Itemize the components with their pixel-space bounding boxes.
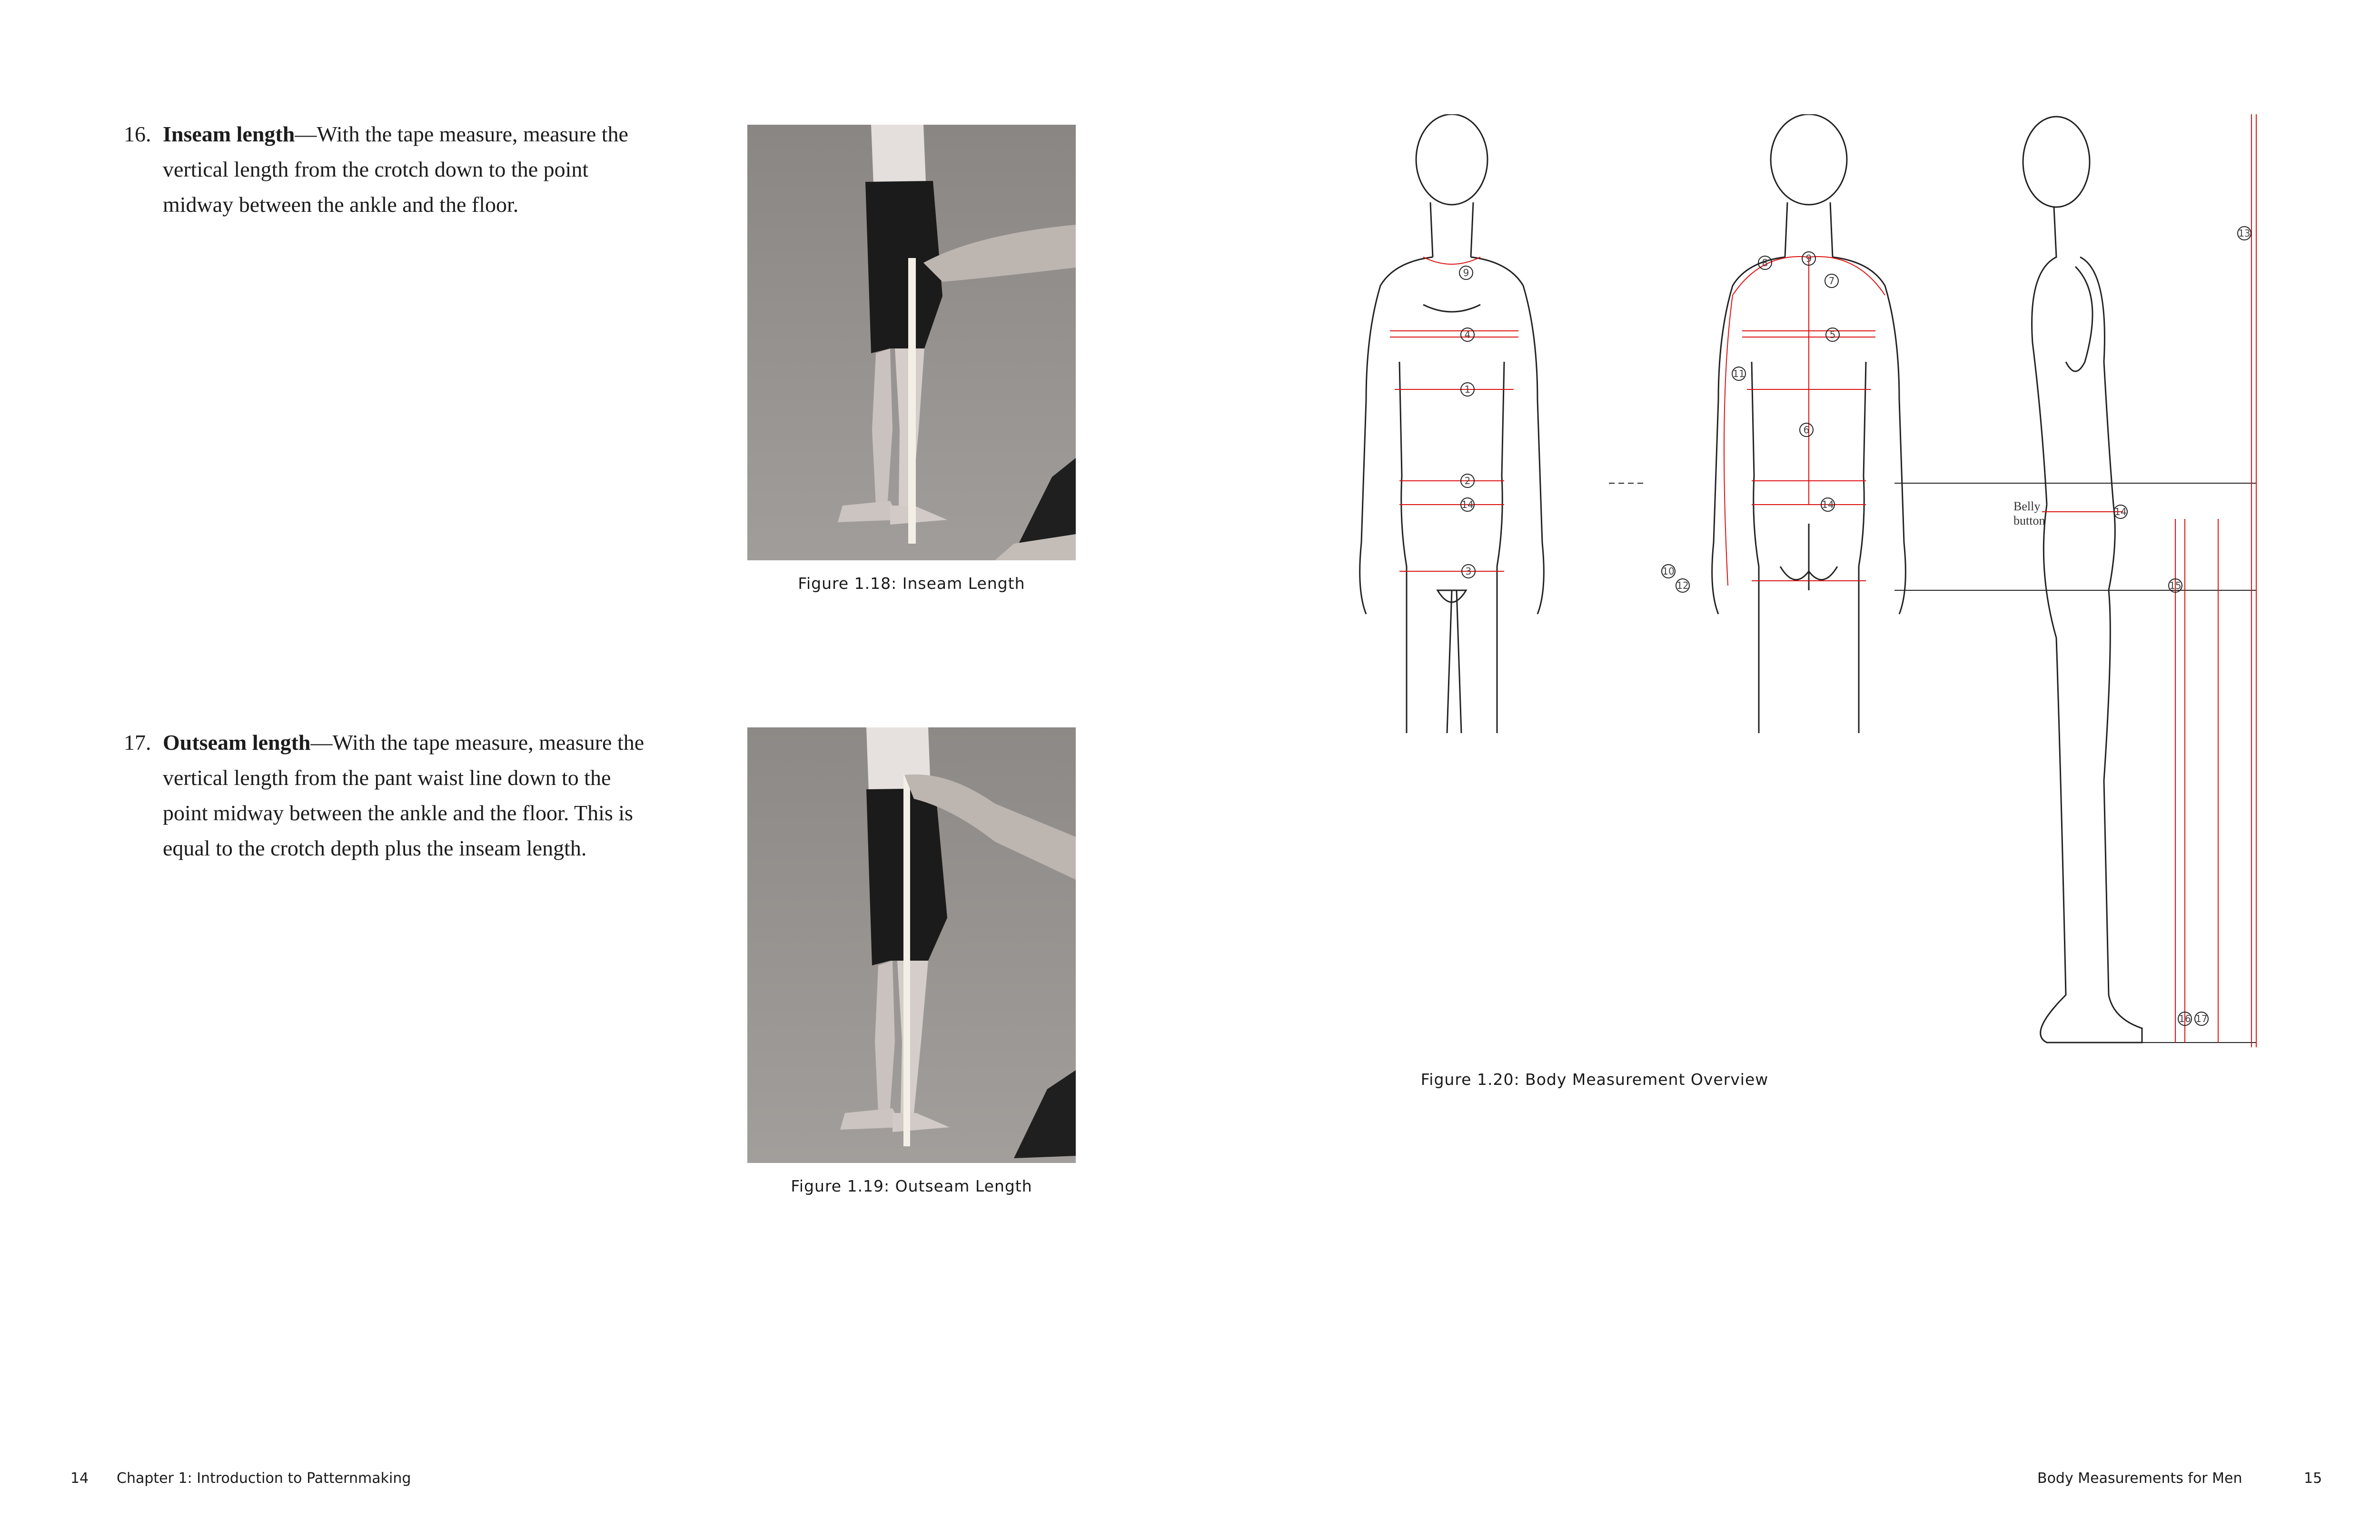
front-marker-3: 1 bbox=[1464, 384, 1471, 395]
right-page-number: 15 bbox=[2304, 1470, 2322, 1487]
left-running-title: Chapter 1: Introduction to Patternmaking bbox=[117, 1470, 411, 1487]
side-markers bbox=[2114, 227, 2251, 1025]
front-marker-1: 9 bbox=[1463, 267, 1469, 278]
front-marker-2: 4 bbox=[1464, 329, 1471, 340]
inseam-term: Inseam length bbox=[163, 122, 295, 146]
outseam-number: 17. bbox=[124, 730, 151, 755]
side-marker-1: 13 bbox=[2238, 228, 2251, 239]
side-figure bbox=[2023, 117, 2142, 1043]
inseam-photo bbox=[747, 125, 1076, 560]
front-markers bbox=[1459, 266, 1475, 578]
inseam-text: —With the tape measure, measure the vertical length from the crotch down to the point midway between the ankle and the floor. bbox=[163, 122, 628, 217]
inseam-number: 16. bbox=[124, 122, 151, 146]
back-marker-8: 10 bbox=[1662, 566, 1675, 577]
outseam-item bbox=[124, 725, 652, 866]
inseam-caption: Figure 1.18: Inseam Length bbox=[798, 574, 1025, 593]
back-markers bbox=[1662, 252, 1839, 592]
outseam-text: —With the tape measure, measure the vertical length from the pant waist line down to the point midway between the ankle and the floor. This is equal to the crotch depth plus the inseam length. bbox=[163, 730, 645, 860]
back-marker-4: 5 bbox=[1829, 329, 1836, 340]
side-marker-4: 16 bbox=[2179, 1013, 2191, 1024]
front-figure bbox=[1360, 114, 1544, 733]
side-marker-2: 14 bbox=[2114, 506, 2127, 517]
front-marker-5: 14 bbox=[1461, 499, 1474, 510]
side-marker-5: 17 bbox=[2195, 1013, 2208, 1024]
outseam-caption: Figure 1.19: Outseam Length bbox=[791, 1177, 1032, 1195]
front-marker-4: 2 bbox=[1464, 475, 1471, 487]
back-marker-2: 9 bbox=[1805, 253, 1812, 264]
body-measurement-diagram bbox=[1304, 114, 2275, 1066]
inseam-item bbox=[124, 117, 652, 222]
side-marker-3: 15 bbox=[2169, 580, 2182, 591]
left-page-number: 14 bbox=[70, 1470, 89, 1487]
back-marker-7: 14 bbox=[1822, 499, 1834, 510]
right-running-title: Body Measurements for Men bbox=[2037, 1470, 2242, 1487]
front-marker-6: 3 bbox=[1465, 566, 1472, 577]
outseam-term: Outseam length bbox=[163, 730, 311, 755]
back-marker-9: 12 bbox=[1676, 580, 1689, 591]
back-marker-5: 11 bbox=[1733, 368, 1745, 379]
back-marker-1: 8 bbox=[1762, 257, 1768, 268]
back-marker-3: 7 bbox=[1828, 275, 1835, 287]
outseam-photo bbox=[747, 727, 1076, 1163]
belly-button-label-line2: button bbox=[2013, 514, 2045, 527]
back-marker-6: 6 bbox=[1803, 424, 1810, 436]
overview-caption: Figure 1.20: Body Measurement Overview bbox=[1420, 1070, 1769, 1089]
belly-button-label-line1: Belly bbox=[2013, 499, 2041, 513]
